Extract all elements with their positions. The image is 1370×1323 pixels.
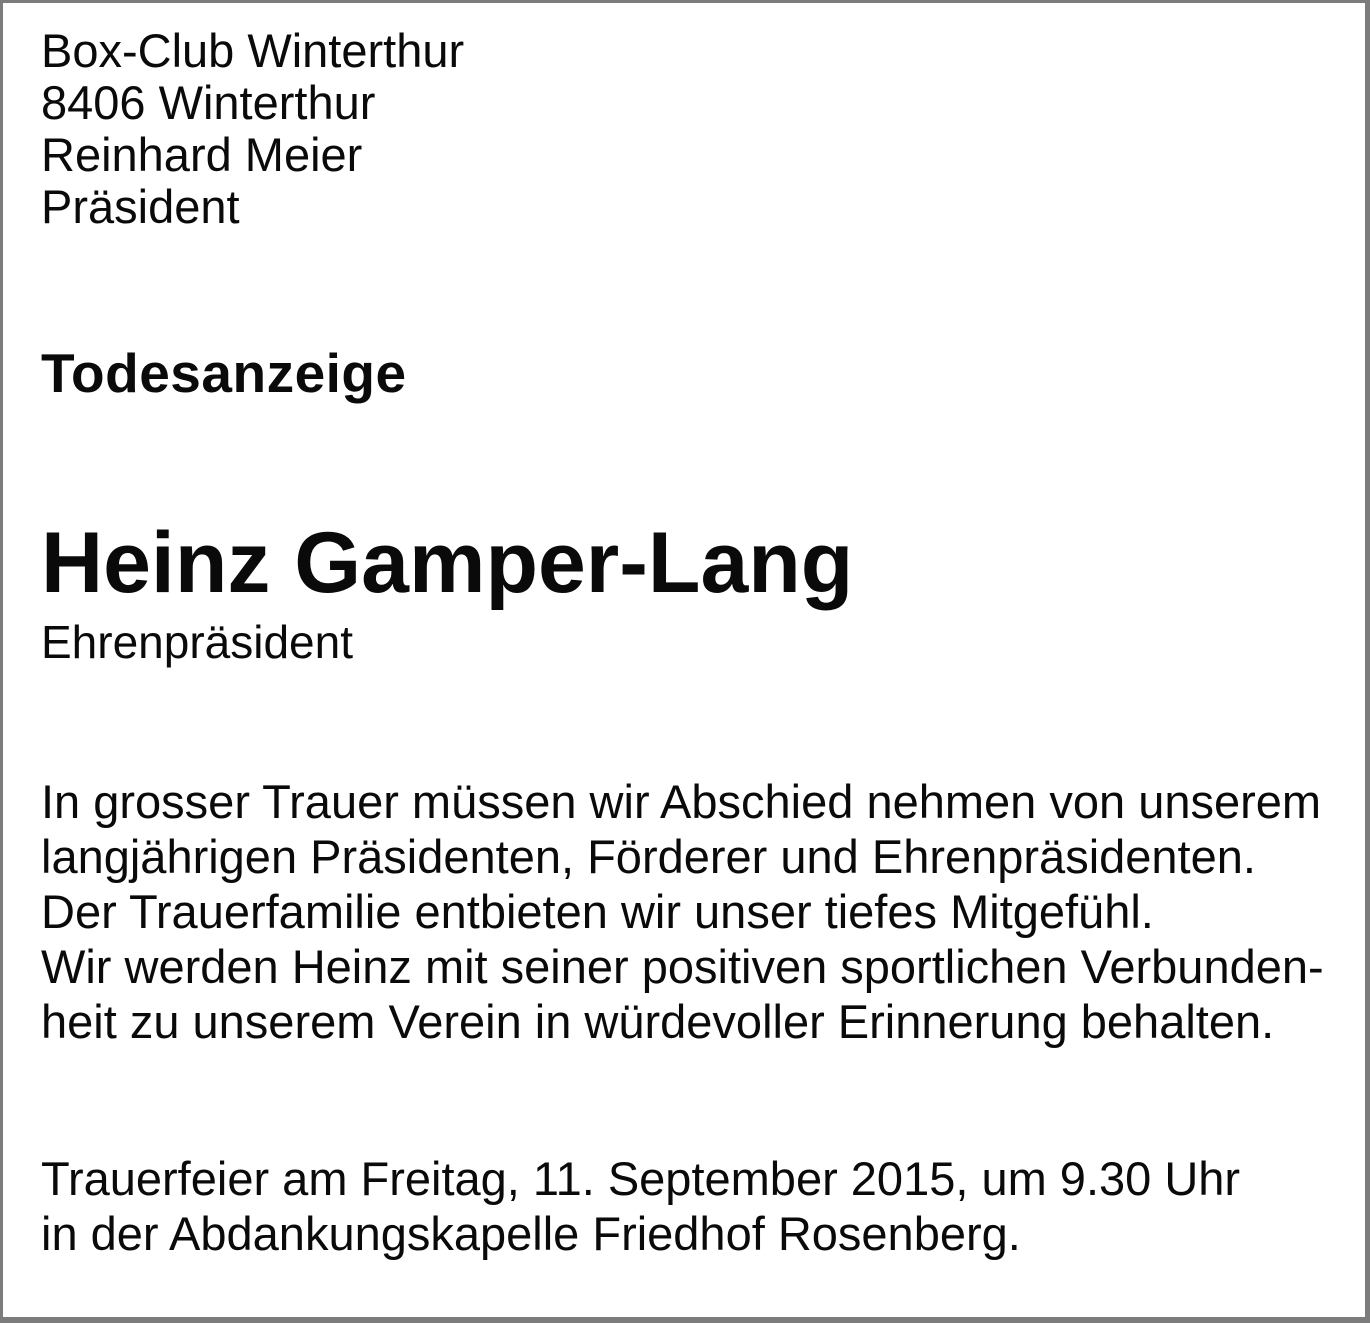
tribute-line: Wir werden Heinz mit seiner positiven sportlichen Verbunden-	[41, 940, 1324, 993]
deceased-name: Heinz Gamper-Lang	[41, 515, 854, 611]
sender-address-block	[41, 25, 464, 233]
tribute-line: Der Trauerfamilie entbieten wir unser tiefes Mitgefühl.	[41, 885, 1154, 938]
service-location-line: in der Abdankungskapelle Friedhof Rosenberg.	[41, 1207, 1021, 1260]
tribute-line: heit zu unserem Verein in würdevoller Erinnerung behalten.	[41, 995, 1275, 1048]
tribute-line: In grosser Trauer müssen wir Abschied nehmen von unserem	[41, 775, 1322, 828]
tribute-paragraph	[41, 774, 1324, 1049]
sender-contact-role: Präsident	[41, 180, 240, 233]
sender-contact-name: Reinhard Meier	[41, 128, 363, 181]
sender-city: 8406 Winterthur	[41, 76, 376, 129]
service-datetime-line: Trauerfeier am Freitag, 11. September 2015, um 9.30 Uhr	[41, 1152, 1241, 1205]
notice-title: Todesanzeige	[41, 342, 407, 404]
tribute-line: langjährigen Präsidenten, Förderer und Ehrenpräsidenten.	[41, 830, 1256, 883]
service-info-block	[41, 1151, 1240, 1261]
deceased-role: Ehrenpräsident	[41, 616, 353, 668]
sender-club-name: Box-Club Winterthur	[41, 24, 465, 77]
